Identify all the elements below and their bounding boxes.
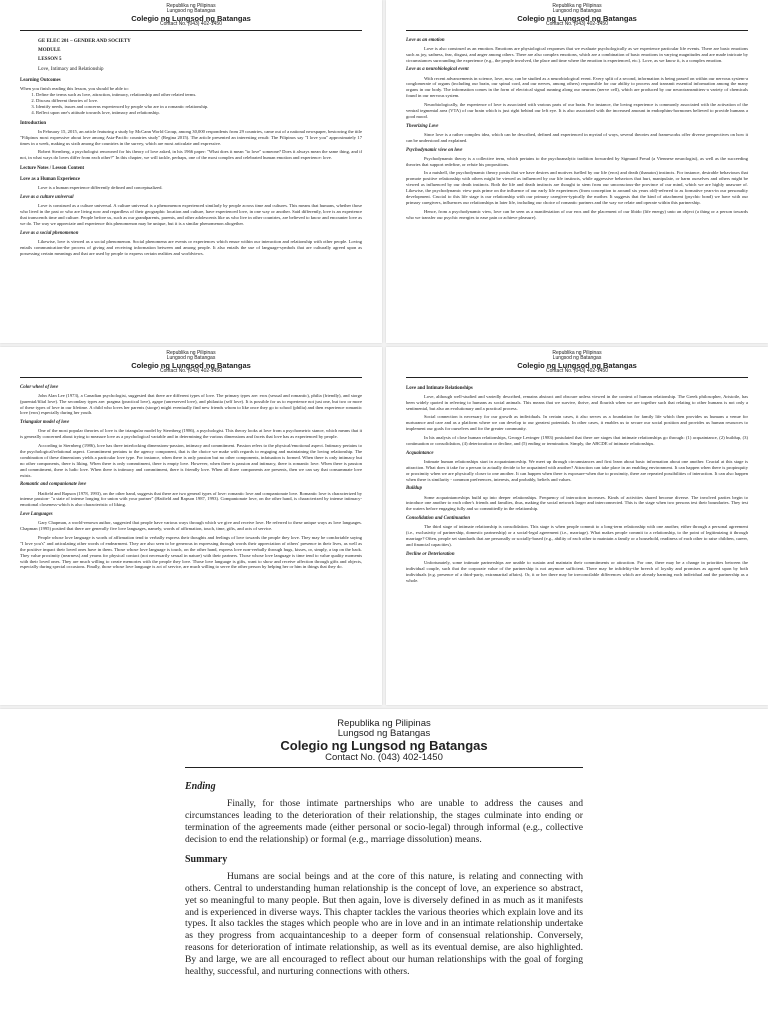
paragraph: In a nutshell, the psychodynamic theory posits that we have desires and motives fuelled by our life (eros) and death (thanatos) instincts. For instance, desirable behaviours that promote positive relationship with others might be viewed as influenced by our life instincts, while aggressive behaviors that hurt, manipulate, or harm ourselves and others might be viewed as influenced by our death instincts. Both the life and death instincts are thought to stem from our unconscious-the province of our mind, which we are highly unaware of. Likewise, the psychodynamic view puts prime on the influence of our early life experiences (from conception to around six years old)-referred to as formative years-in our personality development. Crucial to this life stage is our relationship with our primary caregiver-typically the mother. It suggests that the kind of attachment (psychic bond) we have with our primary caregivers, influences our relationships in later life, including our choice of romantic partners and the way we relate and operate within this partnership. [406, 170, 748, 205]
page-body [0, 31, 382, 257]
section-heading: Love as a Human Experience [20, 177, 80, 183]
header-country: Republika ng Pilipinas [552, 350, 602, 356]
paragraph: Hence, from a psychodynamic view, love can be seen as a manifestation of our eros and the placement of our libido (life energy) unto an object (a thing or a person towards who we transfer our psychic energies to ease pain or achieve pleasure). [406, 208, 748, 220]
paragraph: Love is a human experience differently defined and conceptualized. [38, 185, 163, 191]
lesson-label: LESSON 5 [38, 57, 62, 63]
header-contact: Contact No. (043) 402-1450 [160, 368, 222, 375]
module-label: MODULE [38, 48, 61, 54]
subsection-heading: Love Languages [20, 512, 53, 518]
paragraph: When you finish reading this lesson, you should be able to: [20, 86, 129, 92]
header-city: Lungsod ng Batangas [166, 8, 216, 15]
header-college: Colegio ng Lungsod ng Batangas [131, 13, 251, 23]
page-header [0, 351, 382, 375]
subsection-heading: Color wheel of love [20, 384, 59, 390]
page-header [0, 4, 382, 28]
list-item: 2. Discuss different theories of love. [36, 98, 362, 104]
header-country: Republika ng Pilipinas [166, 3, 216, 9]
paragraph: Since love is a rather complex idea, which can be described, defined and experienced in myriad of ways, several theories and frameworks offer diverse perspectives on how it can be understood and explained. [406, 131, 748, 143]
lesson-title: Love, Intimacy and Relationship [38, 66, 104, 72]
document-page-1 [0, 0, 382, 343]
header-city: Lungsod ng Batangas [166, 355, 216, 362]
document-page-4 [386, 347, 768, 705]
header-city: Lungsod ng Batangas [552, 355, 602, 362]
paragraph: The third stage of intimate relationship is consolidation. This stage is when people commit to a long-term relationship with one another, either through a personal agreement (i.e., exclusivity of partnership, domestic partnership) or a social-legal agreement (i.e., marriage). What makes people commit to a relationship, to the point of legitimizing it through marriage? Often, people set standards that are personally or socially-based (e.g., ability of each other to maintain a family or a household, readiness of each other to raise children, career, and financial capacities). [406, 524, 748, 547]
paragraph: Social connection is necessary for our growth as individuals. In certain cases, it also serves as a foundation for family life which then provides us humans a venue for nurturance and care and as a platform where we can develop to our greatest potentials. In other cases, it enables us to secure our social position and provides us human resources to implement our goals for ourselves and for the greater community. [406, 414, 748, 432]
paragraph: Intimate human relationships start in acquaintanceship. We meet up through circumstances and first learn about basic information about one another. Crucial at this stage is attraction. What does it take for a person to actually decide to be acquainted with another? Attraction can take place in an enabling environment. It can happen when there is propinquity or proximity when we are physically closer to one another. It can happen when there is exposure-when due to proximity, there are repeated possibilities of interaction. It can also happen when there is similarity - common preferences, interests, and probably, beliefs and values. [406, 458, 748, 482]
section-heading: Ending [185, 780, 216, 792]
paragraph: With recent advancements in science, love, now, can be studied as a neurobiological event. Every split of a second, information is being passed on within our nervous system-a conglomerate of organs (including our brain, our spinal cord, and our nerves, among others) responsible for our ability to process and transmit essential information among the many organs in our body. The information comes in the form of electrical signal running along our neurons (nerve cell), which are produced by our neurotransmitters-a variety of chemicals found in our nervous system. [406, 75, 748, 99]
subsection-heading: Love as a neurobiological event [406, 67, 469, 73]
header-college: Colegio ng Lungsod ng Batangas [131, 360, 251, 370]
paragraph: In February 15, 2015, an article featuring a study by McCann World Group, among 30,000 respondents from 29 countries, came out of a national newspaper, bestowing the title "Filipinos most expressive about love among Asia-Pacific countries study" (Regina 2015). The article presented an interesting result: The Filipinos say "I love you" approximately 17 times in a week, making us sixth among the countries in the survey, which are most articulate and expressive. [20, 128, 362, 146]
paragraph: Finally, for those intimate partnerships who are unable to address the causes and circumstances leading to the deterioration of their relationship, the stages culminate into ending or termination of the agreements made (either personal or socio-legal) through informal (e.g., collective decision to end the relationship) or formal (e.g., marriage dissolution) means. [185, 797, 583, 845]
header-country: Republika ng Pilipinas [552, 3, 602, 9]
paragraph: Love is construed as a culture universal. A culture universal is a phenomenon experienced similarly by people across time and cultures. This means that humans, whether those who lived in the past or who are living now and regardless of their geographic location and culture, have experienced love, in one way or another. Said differently, love is an experience that transcends time and culture. People before us, such as our grandparents, parents, and other adolescents like us who live in other countries, are believed to know and encounter love as we do. The way we appreciate and experience this phenomenon may be unique, but it is a similar phenomenon altogether. [20, 203, 362, 227]
paragraph: According to Sternberg (1986), love has three interlocking dimensions-passion, intimacy and commitment. Passion refers to the physical/emotional aspect. Intimacy pertains to the psychological/relational aspect. Commitment pertains to the agency component, that is the choice we make with regards to engaging and maintaining the loving relationship. The combination of these dimensions yields a particular love type. For instance, when there is only passion but no other components, infatuation is formed. When there is only intimacy but no other components, there is liking. When there is only commitment, there is empty love. However, when there is passion and intimacy, there is romantic love. When there is passion and commitment, there is ludic love. When there is intimacy and commitment, there is friendly love. When all three components are presents, then we can say that consummate love exists. [20, 443, 362, 478]
document-page-2 [386, 0, 768, 343]
outcomes-list [36, 92, 362, 116]
subsection-heading: Theorizing Love [406, 123, 439, 129]
subsection-heading: Love as an emotion [406, 37, 445, 43]
header-country: Republika ng Pilipinas [337, 718, 431, 729]
header-college: Colegio ng Lungsod ng Batangas [517, 13, 637, 23]
paragraph: Unfortunately, some intimate partnerships are unable to sustain and maintain their commitments or attraction. For one, there may be a change in priorities between the individual couple, such that the corporate value of the partnership is not anymore sufficient. There may be infidelity-the breech of loyalty and promises as agreed upon by both individuals (e.g. presence of a third-party, extramarital affairs). Or, it or her there may be irreconcilable differences which are already harming each individual and the partnership as a whole. [406, 559, 748, 583]
paragraph: Neurobiologically, the experience of love is associated with various parts of our brain. For instance, the loving experience is commonly associated with the activation of the ventral tegmental area (VTA) of our brain which is just right behind our left eye. It is also associated with the increased amount in endorphins-hormones believed to provide humans a good mood. [406, 102, 748, 119]
paragraph: Likewise, love is viewed as a social phenomenon. Social phenomena are events or experiences which ensue within our interaction and relationship with other people. Loving entails communication-the process of giving and receiving information between and among people. It also entails the use of language-symbols that are culturally agreed upon as possessing certain meanings and that are used by people to express certain realities and worldviews. [20, 239, 362, 256]
subsection-heading: Romantic and companionate love [20, 482, 87, 488]
paragraph: Hatfield and Rapson (1978, 1993), on the other hand, suggests that there are two general types of love: romantic love and companionate love. Romantic love is characterized by intense passion- "a state of intense longing for union with your partner" (Hatfield and Rapson 1987, 1993). Companionate love, on the other hand, is characterized by intense intimacy-emotional closeness-which is also characteristic of liking. [20, 490, 362, 508]
section-heading: Love and Intimate Relationships [406, 385, 473, 391]
page-header [386, 4, 768, 28]
subsection-heading: Love as a culture universal [20, 195, 74, 201]
header-contact: Contact No. (043) 402-1450 [160, 21, 222, 28]
list-item: 1. Define the terms such as love, attraction, intimacy, relationship and other related terms. [36, 92, 362, 98]
list-item: 4. Reflect upon one's attitude towards love, intimacy and relationship. [36, 110, 362, 116]
paragraph: John Alan Lee (1973), a Canadian psychologist, suggested that there are different types of love. The primary types are: eros (sexual and romantic), philia (friendly), and storge (parental/filial love). The secondary types are: pragma (practical love), agape (unreserved love), and philautia (self love). It is possible for us to experience not just one, but two or more of these types of love in our lifetime. A child who loves her parents (storge) might eventually find new friends whom to like once they go to school (philia) and then experience romantic love (eros) especially during her youth. [20, 392, 362, 416]
header-contact: Contact No. (043) 402-1450 [325, 751, 443, 763]
paragraph: Gary Chapman, a world-renown author, suggested that people have various ways through which we give and receive love. He referred to these unique ways as love languages. Chapman (1995) posited that there are generally five love languages, namely, words of affirmation, touch, time, gifts, and acts of service. [20, 520, 362, 532]
page-body [386, 378, 768, 584]
section-heading: Summary [185, 853, 228, 865]
subsection-heading: Consolidation and Continuation [406, 516, 470, 522]
header-college: Colegio ng Lungsod ng Batangas [280, 737, 488, 753]
paragraph: Love is also construed as an emotion. Emotions are physiological responses that we evaluate psychologically as we experience particular life events. There are basic emotions such as joy, sadness, fear, disgust, and anger among others. There are also complex emotions, which are a combination of basic emotions in varying magnitudes and are made intricate by circumstances surrounding the experience (e.g., the people involved, the place and time where the emotion is experienced, etc.). Love, as we know it, is a complex emotion. [406, 45, 748, 63]
header-college: Colegio ng Lungsod ng Batangas [517, 360, 637, 370]
section-heading: Learning Outcomes [20, 78, 61, 84]
header-contact: Contact No. (043) 402-1450 [546, 368, 608, 375]
page-header [0, 719, 768, 763]
document-page-5 [0, 709, 768, 1024]
page-body [0, 768, 768, 978]
subsection-heading: Love as a social phenomenon [20, 230, 79, 236]
paragraph: Some acquaintanceships build up into deeper relationships. Frequency of interaction increases. Kinds of activities shared become diverse. The involved parties begin to introduce one another to each other's friends and families, thus, making the social network larger and interconnected. This is the stage when two persons test their boundaries. They test the waters before engaging fully and so committedly in the relationship. [406, 494, 748, 512]
course-title: GE ELEC 201 – GENDER AND SOCIETY [38, 38, 131, 44]
header-country: Republika ng Pilipinas [166, 350, 216, 356]
paragraph: In his analysis of close human relationships, George Levinger (1983) postulated that there are stages that intimate relationships go through: (1) acquaintance, (2) buildup, (3) continuation or consolidation, (4) deterioration or decline, and (5) ending or termination. Simply, the ABCDE of intimate relationships. [406, 435, 748, 446]
header-city: Lungsod ng Batangas [337, 727, 431, 739]
list-item: 3. Identify needs, issues and concerns experienced by people who are in a romantic relationship. [36, 104, 362, 110]
header-contact: Contact No. (043) 402-1450 [546, 21, 608, 28]
paragraph: One of the most popular theories of love is the triangular model by Sternberg (1986), a psychologist. This theory looks at love from a psychometric stance, which means that it is generally concerned about trying to measure love as a psychological variable and in determining the various dimensions and facets that love has as experienced by people. [20, 428, 362, 440]
paragraph: Psychodynamic theory is a collective term, which pertains to the psychoanalytic tradition forwarded by Sigmund Freud (a Viennese neurologist), as well as the succeeding theories that support redefine, or refute his propositions. [406, 155, 748, 167]
subsection-heading: Psychodynamic view on love [406, 147, 463, 153]
paragraph: Robert Sternberg, a psychologist renowned for his theory of love asked, in his 1966 paper: "What does it mean "to love" someone? Does it always mean the same thing, and if not, in what ways do loves differ from each other?" In this chapter, we will tackle, perhaps, one of the most complex and celebrated human emotion and experience: love. [20, 149, 362, 161]
subsection-heading: Buildup [406, 486, 422, 492]
page-body [386, 31, 768, 221]
header-city: Lungsod ng Batangas [552, 8, 602, 15]
subsection-heading: Acquaintance [406, 450, 434, 456]
section-heading: Lecture Notes / Lesson Content [20, 166, 85, 172]
paragraph: People whose love language is words of affirmation tend to verbally express their thoughts and feelings of love towards the people they love. They may be comfortable saying "I love you's" and articulating other words of endearment. They are also seen to be generous in expressing through words their appreciation of others' presence in their lives, as well as the positive impact their loved ones have in them. Those whose love language is touch, on the other hand, express love non-verbally through hugs, kisses, or, simply, a tap on the back. They value proximity (nearness) and yearns for physical contact (not necessarily sexual in nature) with their partners. Those whose love language is time tend to value quality moments with their loved ones. They are much willing to create memories with the people they love. Those love language is gifts, want to show and receive affection through gifts and objects, especially during special occasions. Finally, those whose love language is act of service, are much willing to serve the other person by helping her or him in things that they do. [20, 535, 362, 570]
page-header [386, 351, 768, 375]
paragraph: Love, although well-studied and variedly described, remains abstract and obscure unless viewed in the context of human relationship. The Greek philosopher, Aristotle, has been widely quoted in referring to humans as social animals. This means that we survive, thrive, and flourish when we are together such that relating to other humans is not only a sentimental, but also an evolutionary and a practical process. [406, 393, 748, 411]
document-page-3 [0, 347, 382, 705]
subsection-heading: Triangular model of love [20, 420, 70, 426]
page-body [0, 378, 382, 571]
section-heading: Introduction [20, 120, 47, 126]
subsection-heading: Decline or Deterioration [406, 551, 455, 557]
paragraph: Humans are social beings and at the core of this nature, is relating and connecting with others. Central to understanding human relationship is the concept of love, an experience so abstract, yet so meaningful to many people. But then again, love is diversely defined in as much as it manifests and is experienced in diverse ways. This chapter tackles the various theories which explain love and its types. It also tackles the stages which people who are in love and in an intimate relationship undertake as they progress from acquaintanceship to a deeper form of consensual relationship. Conversely, reasons for deterioration of intimate relationship, as well as its eventual demise, are also highlighted. By and large, we are all encouraged to reflect about our human relationships with the goal of forging healthy, successful, and nurturing connections with others. [185, 870, 583, 978]
